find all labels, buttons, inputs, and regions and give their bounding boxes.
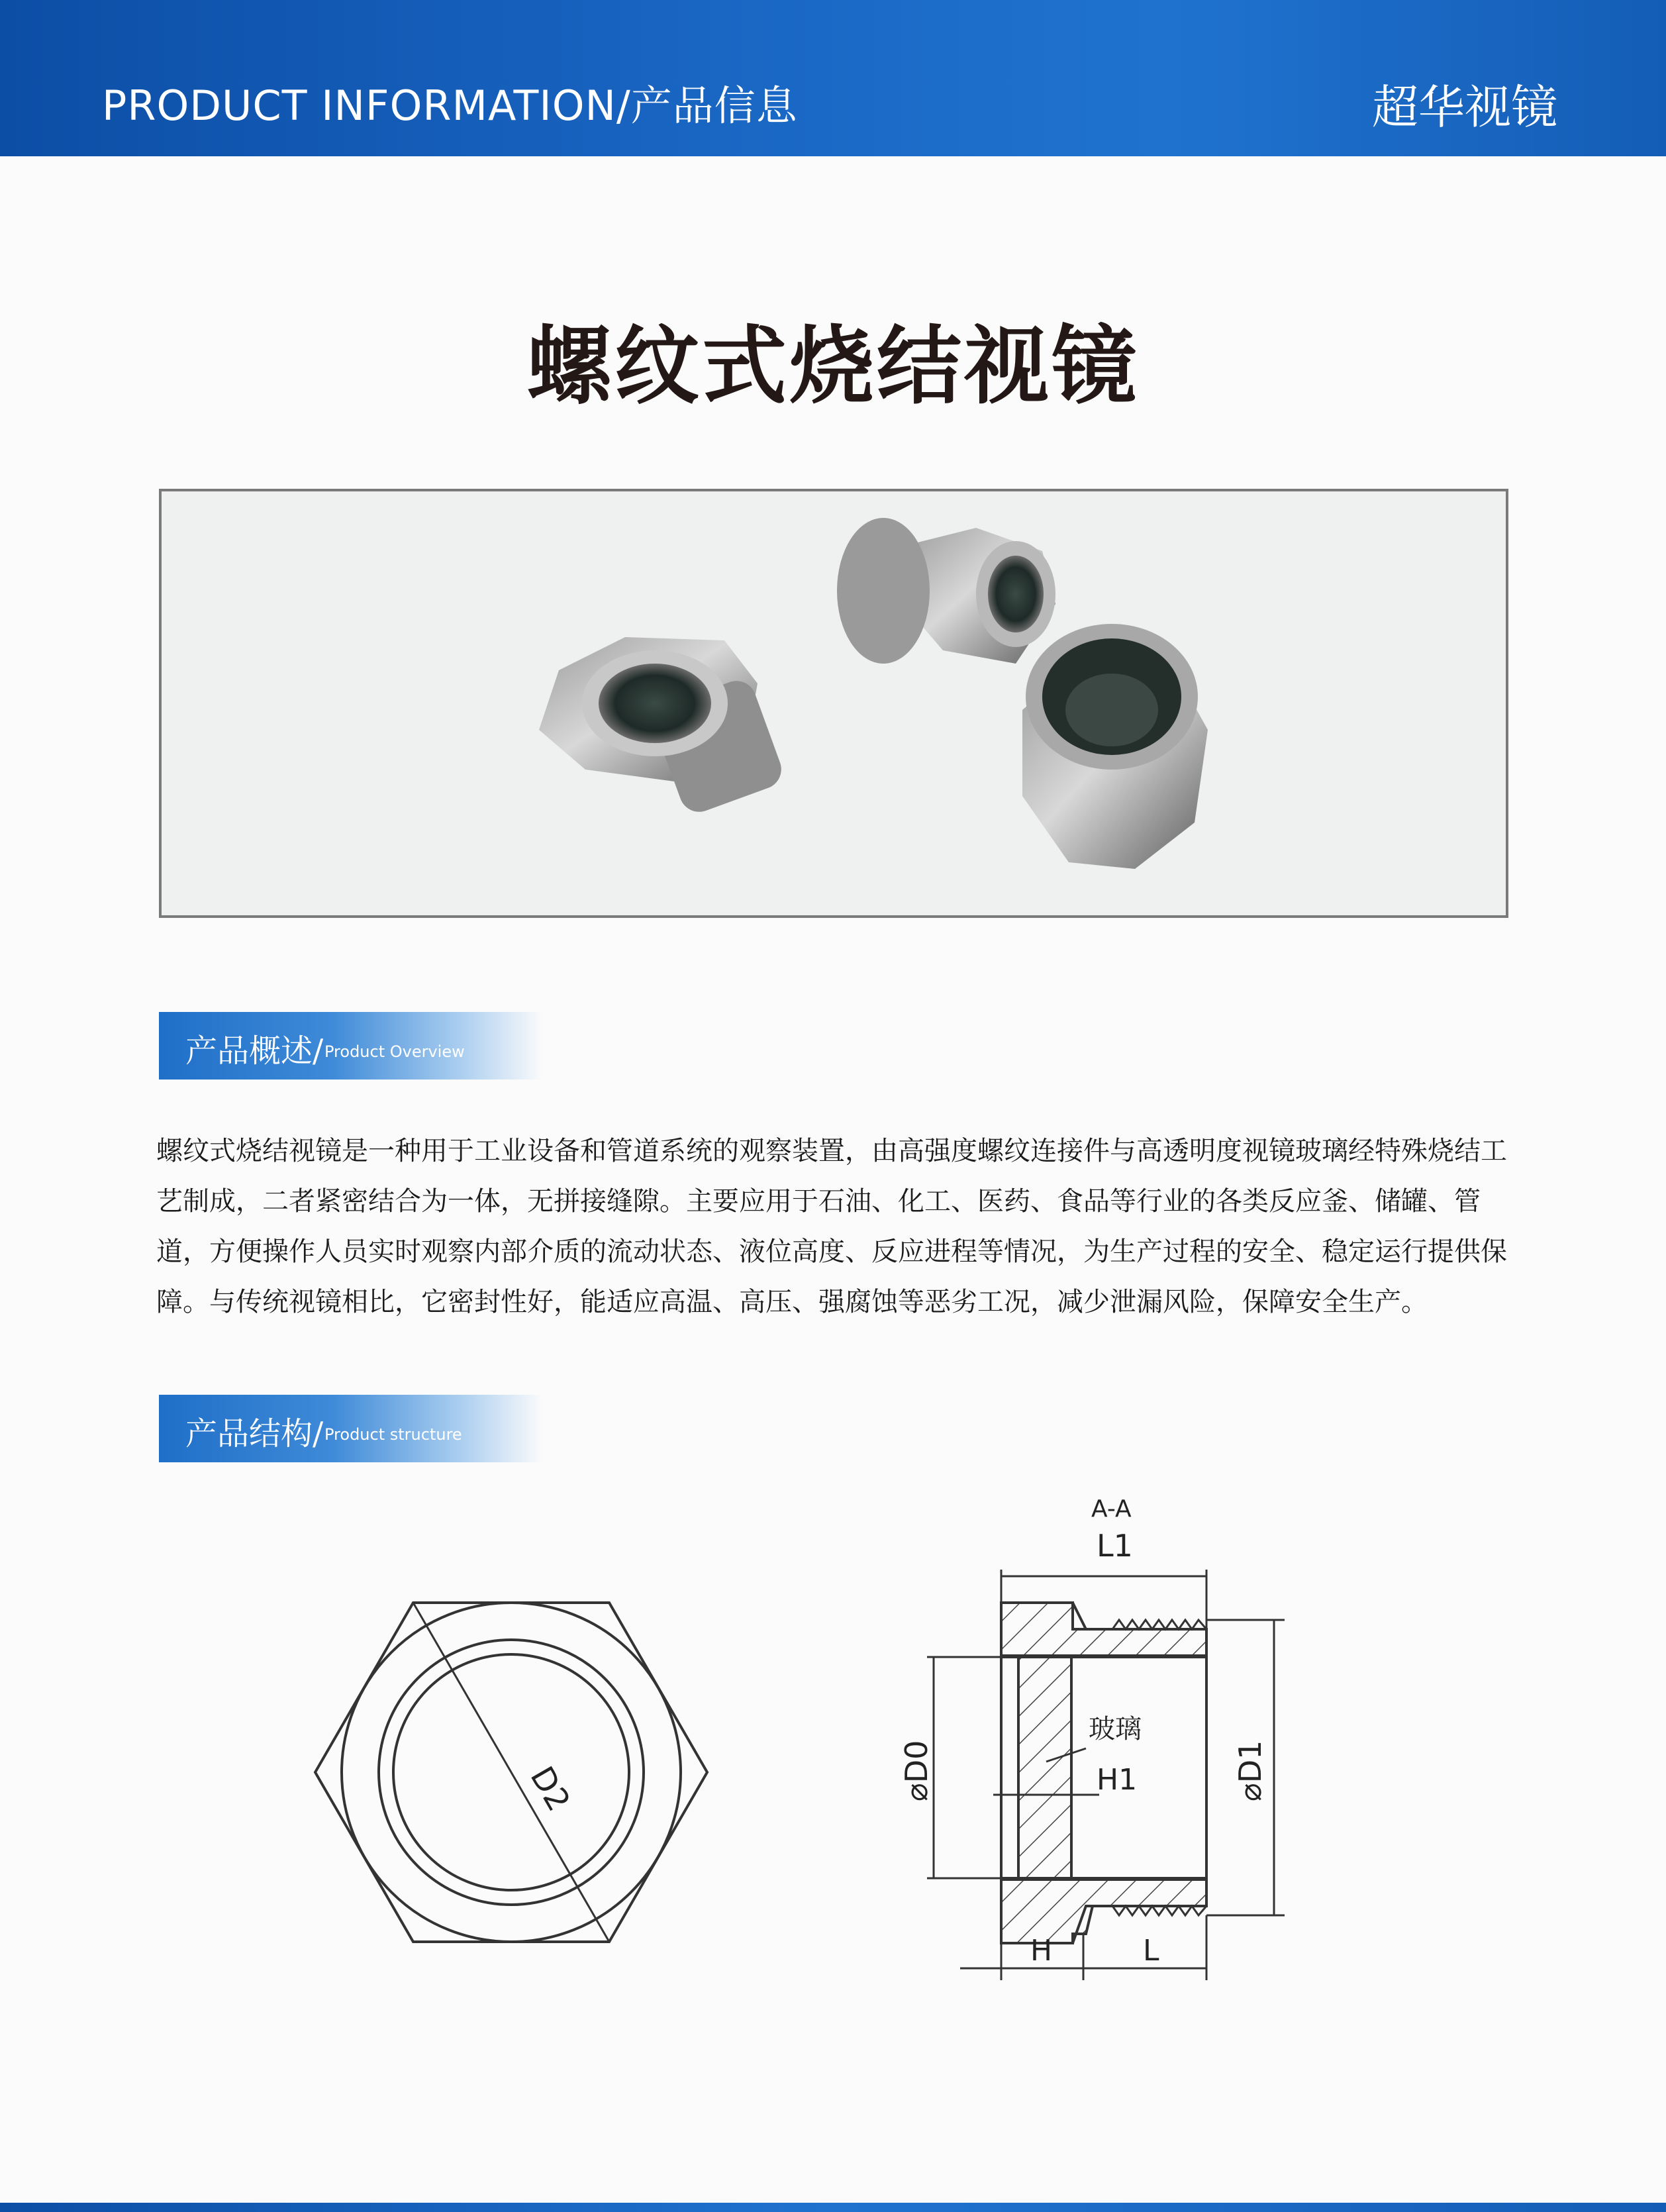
product-photo-illustration [162, 491, 1506, 915]
section-label: A-A [1091, 1495, 1132, 1523]
header-title: PRODUCT INFORMATION/产品信息 [102, 81, 798, 130]
structure-drawing [0, 1470, 1666, 2013]
dimension-d2: D2 [522, 1760, 577, 1818]
overview-paragraph: 螺纹式烧结视镜是一种用于工业设备和管道系统的观察装置，由高强度螺纹连接件与高透明度视镜玻璃经特殊烧结工艺制成，二者紧密结合为一体，无拼接缝隙。主要应用于石油、化工、医药、食品等行业的各类反应釜、储罐、管道，方便操作人员实时观察内部介质的流动状态、液位高度、反应进程等情况，为生产过程的安全、稳定运行提供保障。与传统视镜相比，它密封性好，能适应高温、高压、强腐蚀等恶劣工况，减少泄漏风险，保障安全生产。 [156, 1136, 1507, 1317]
page-header [0, 0, 1666, 156]
section-title-en: Product Overview [324, 1042, 465, 1061]
dimension-h1: H1 [1097, 1763, 1138, 1797]
dimension-h: H [1030, 1934, 1053, 1968]
front-view [315, 1603, 707, 1942]
technical-drawing [0, 1470, 1666, 2013]
glass-label: 玻璃 [1089, 1714, 1142, 1744]
page-title: 螺纹式烧结视镜 [526, 317, 1139, 416]
section-header-structure [159, 1395, 543, 1462]
footer-bar [0, 2203, 1666, 2212]
section-title-cn: 产品结构/ [185, 1415, 324, 1452]
dimension-l: L [1143, 1934, 1159, 1968]
section-title-en: Product structure [324, 1425, 462, 1444]
dimension-d1: ⌀D1 [1232, 1740, 1268, 1801]
section-header-overview [159, 1012, 543, 1080]
brand-name: 超华视镜 [1372, 80, 1557, 134]
dimension-l1: L1 [1097, 1528, 1133, 1564]
dimension-d0: ⌀D0 [899, 1740, 934, 1801]
product-photo [159, 489, 1508, 918]
section-title-cn: 产品概述/ [185, 1032, 324, 1070]
